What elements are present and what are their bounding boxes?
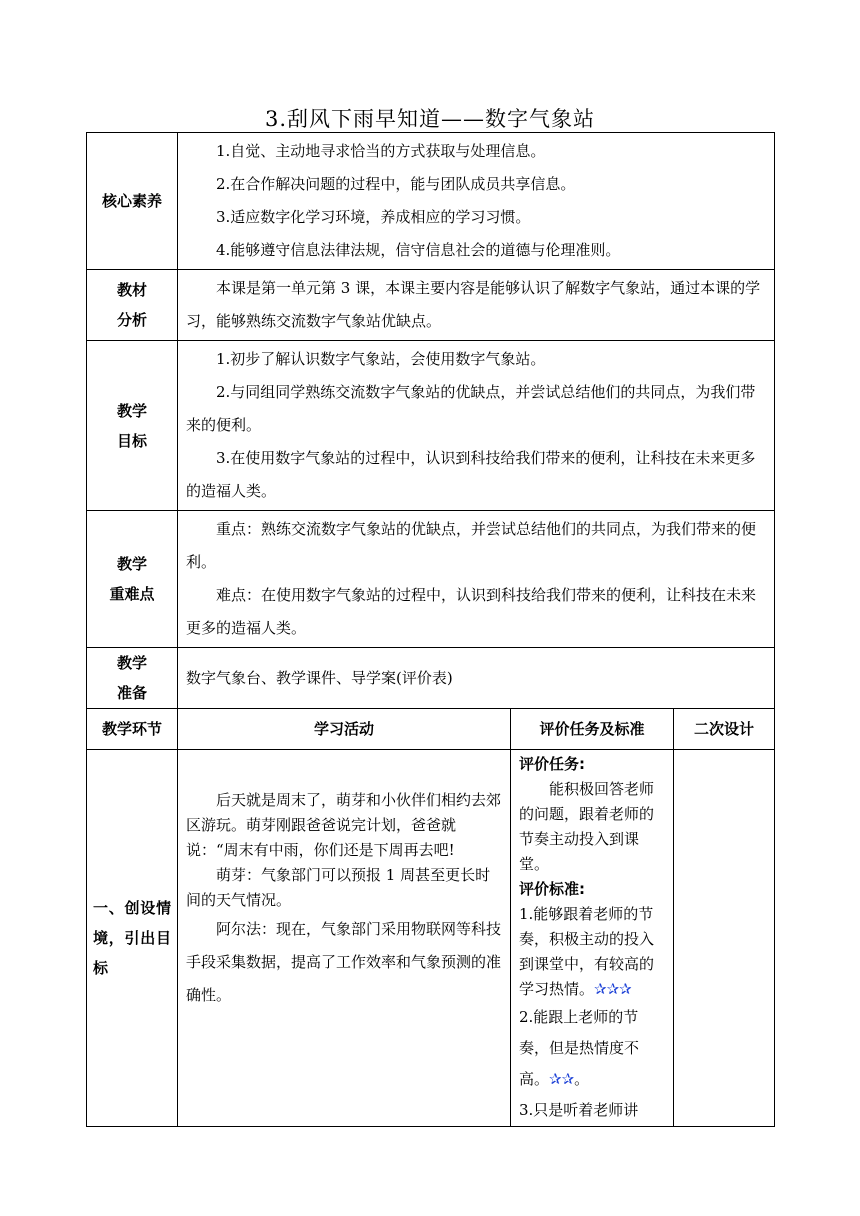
core-item: 4.能够遵守信息法律法规，信守信息社会的道德与伦理准则。	[216, 241, 621, 259]
core-literacy-label: 核心素养	[87, 133, 178, 270]
eval-standard-label: 评价标准:	[519, 880, 585, 898]
key-point-item: 重点：熟练交流数字气象站的优缺点，并尝试总结他们的共同点，为我们带来的便利。	[186, 520, 757, 571]
star-icon: ✰✰✰	[594, 980, 632, 998]
eval-task-label: 评价任务:	[519, 755, 585, 773]
key-points-row	[87, 511, 775, 648]
stage-label: 一、创设情境，引出目标	[87, 750, 178, 1127]
core-literacy-content	[178, 133, 775, 270]
redesign-content	[674, 750, 775, 1127]
material-analysis-text: 本课是第一单元第 3 课，本课主要内容是能够认识了解数字气象站，通过本课的学习，能够熟练交流数字气象站优缺点。	[178, 270, 775, 341]
preparation-text: 数字气象台、教学课件、导学案(评价表)	[178, 648, 775, 709]
material-analysis-label: 教材 分析	[87, 270, 178, 341]
activity-content	[178, 750, 511, 1127]
activity-header: 学习活动	[178, 709, 511, 750]
evaluation-header: 评价任务及标准	[511, 709, 674, 750]
goal-item: 2.与同组同学熟练交流数字气象站的优缺点，并尝试总结他们的共同点，为我们带来的便利。	[186, 383, 756, 434]
evaluation-content	[511, 750, 674, 1127]
stage-row	[87, 750, 775, 1127]
teaching-goals-row	[87, 341, 775, 511]
teaching-goals-label: 教学 目标	[87, 341, 178, 511]
stage-header: 教学环节	[87, 709, 178, 750]
eval-standard-3: 3.只是听着老师讲	[519, 1101, 639, 1119]
eval-task-text: 能积极回答老师的问题，跟着老师的节奏主动投入到课堂。	[519, 780, 655, 873]
star-icon: ✰✰	[549, 1070, 575, 1088]
redesign-header: 二次设计	[674, 709, 775, 750]
activity-paragraph: 后天就是周末了，萌芽和小伙伴们相约去郊区游玩。萌芽刚跟爸爸说完计划，爸爸就说：“周末有中雨，你们还是下周再去吧!	[186, 791, 502, 859]
header-row	[87, 709, 775, 750]
key-points-label: 教学 重难点	[87, 511, 178, 648]
material-analysis-row	[87, 270, 775, 341]
key-point-item: 难点：在使用数字气象站的过程中，认识到科技给我们带来的便利，让科技在未来更多的造福人类。	[186, 586, 757, 637]
core-item: 1.自觉、主动地寻求恰当的方式获取与处理信息。	[216, 142, 546, 160]
core-literacy-row	[87, 133, 775, 270]
core-item: 3.适应数字化学习环境，养成相应的学习习惯。	[216, 208, 531, 226]
page-title: 3.刮风下雨早知道——数字气象站	[264, 107, 596, 131]
goal-item: 1.初步了解认识数字气象站，会使用数字气象站。	[216, 350, 546, 368]
preparation-label: 教学 准备	[87, 648, 178, 709]
eval-standard-1: 1.能够跟着老师的节奏，积极主动的投入到课堂中，有较高的学习热情。✰✰✰	[519, 905, 655, 998]
activity-paragraph: 阿尔法：现在，气象部门采用物联网等科技手段采集数据，提高了工作效率和气象预测的准确性。	[186, 920, 502, 1004]
lesson-plan-table	[86, 132, 774, 1127]
eval-standard-2: 2.能跟上老师的节奏，但是热情度不高。✰✰。	[519, 1008, 640, 1088]
core-item: 2.在合作解决问题的过程中，能与团队成员共享信息。	[216, 175, 576, 193]
key-points-content	[178, 511, 775, 648]
goal-item: 3.在使用数字气象站的过程中，认识到科技给我们带来的便利，让科技在未来更多的造福人类。	[186, 449, 756, 500]
teaching-goals-content	[178, 341, 775, 511]
preparation-row	[87, 648, 775, 709]
activity-paragraph: 萌芽：气象部门可以预报 1 周甚至更长时间的天气情况。	[186, 866, 491, 909]
